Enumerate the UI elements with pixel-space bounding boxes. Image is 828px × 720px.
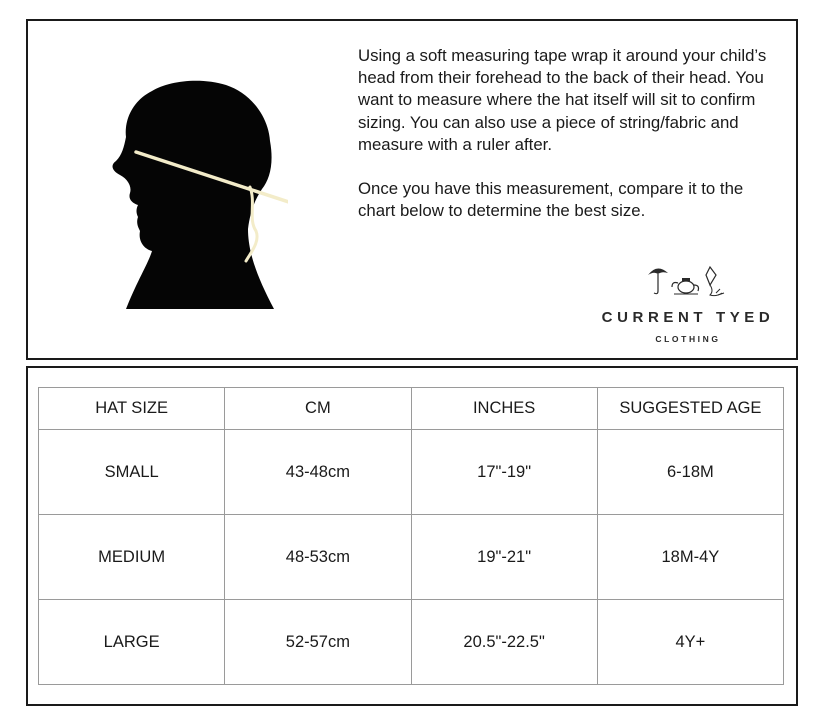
kite-icon xyxy=(706,267,724,296)
logo-subtitle: CLOTHING xyxy=(655,334,721,344)
cm-cell: 48-53cm xyxy=(225,515,411,600)
table-row xyxy=(39,600,784,685)
size-cell: LARGE xyxy=(39,600,225,685)
brand-logo xyxy=(588,261,788,347)
header-inches: INCHES xyxy=(411,388,597,430)
measuring-instructions xyxy=(358,45,778,222)
size-chart-panel xyxy=(26,366,798,706)
age-cell: 18M-4Y xyxy=(597,515,783,600)
age-cell: 6-18M xyxy=(597,430,783,515)
inches-cell: 20.5"-22.5" xyxy=(411,600,597,685)
header-cm: CM xyxy=(225,388,411,430)
logo-icons xyxy=(644,263,728,299)
table-header-row xyxy=(39,388,784,430)
cm-cell: 43-48cm xyxy=(225,430,411,515)
inches-cell: 19"-21" xyxy=(411,515,597,600)
size-cell: SMALL xyxy=(39,430,225,515)
inches-cell: 17"-19" xyxy=(411,430,597,515)
umbrella-icon xyxy=(648,268,668,293)
size-chart-table xyxy=(38,387,784,685)
table-row xyxy=(39,515,784,600)
size-cell: MEDIUM xyxy=(39,515,225,600)
cm-cell: 52-57cm xyxy=(225,600,411,685)
teapot-icon xyxy=(672,278,699,294)
instruction-paragraph-2: Once you have this measurement, compare it to the chart below to determine the best size. xyxy=(358,179,744,221)
header-hat-size: HAT SIZE xyxy=(39,388,225,430)
instructions-panel xyxy=(26,19,798,360)
header-suggested-age: SUGGESTED AGE xyxy=(597,388,783,430)
age-cell: 4Y+ xyxy=(597,600,783,685)
table-row xyxy=(39,430,784,515)
instruction-paragraph-1: Using a soft measuring tape wrap it around your child’s head from their forehead to the back of their head. You want to measure where the hat itself will sit to confirm sizing. You can also use a piece of string/fabric and measure with a ruler after. xyxy=(358,46,767,154)
child-head-silhouette-icon xyxy=(98,79,288,309)
logo-brand-name: CURRENT TYED xyxy=(601,309,775,326)
